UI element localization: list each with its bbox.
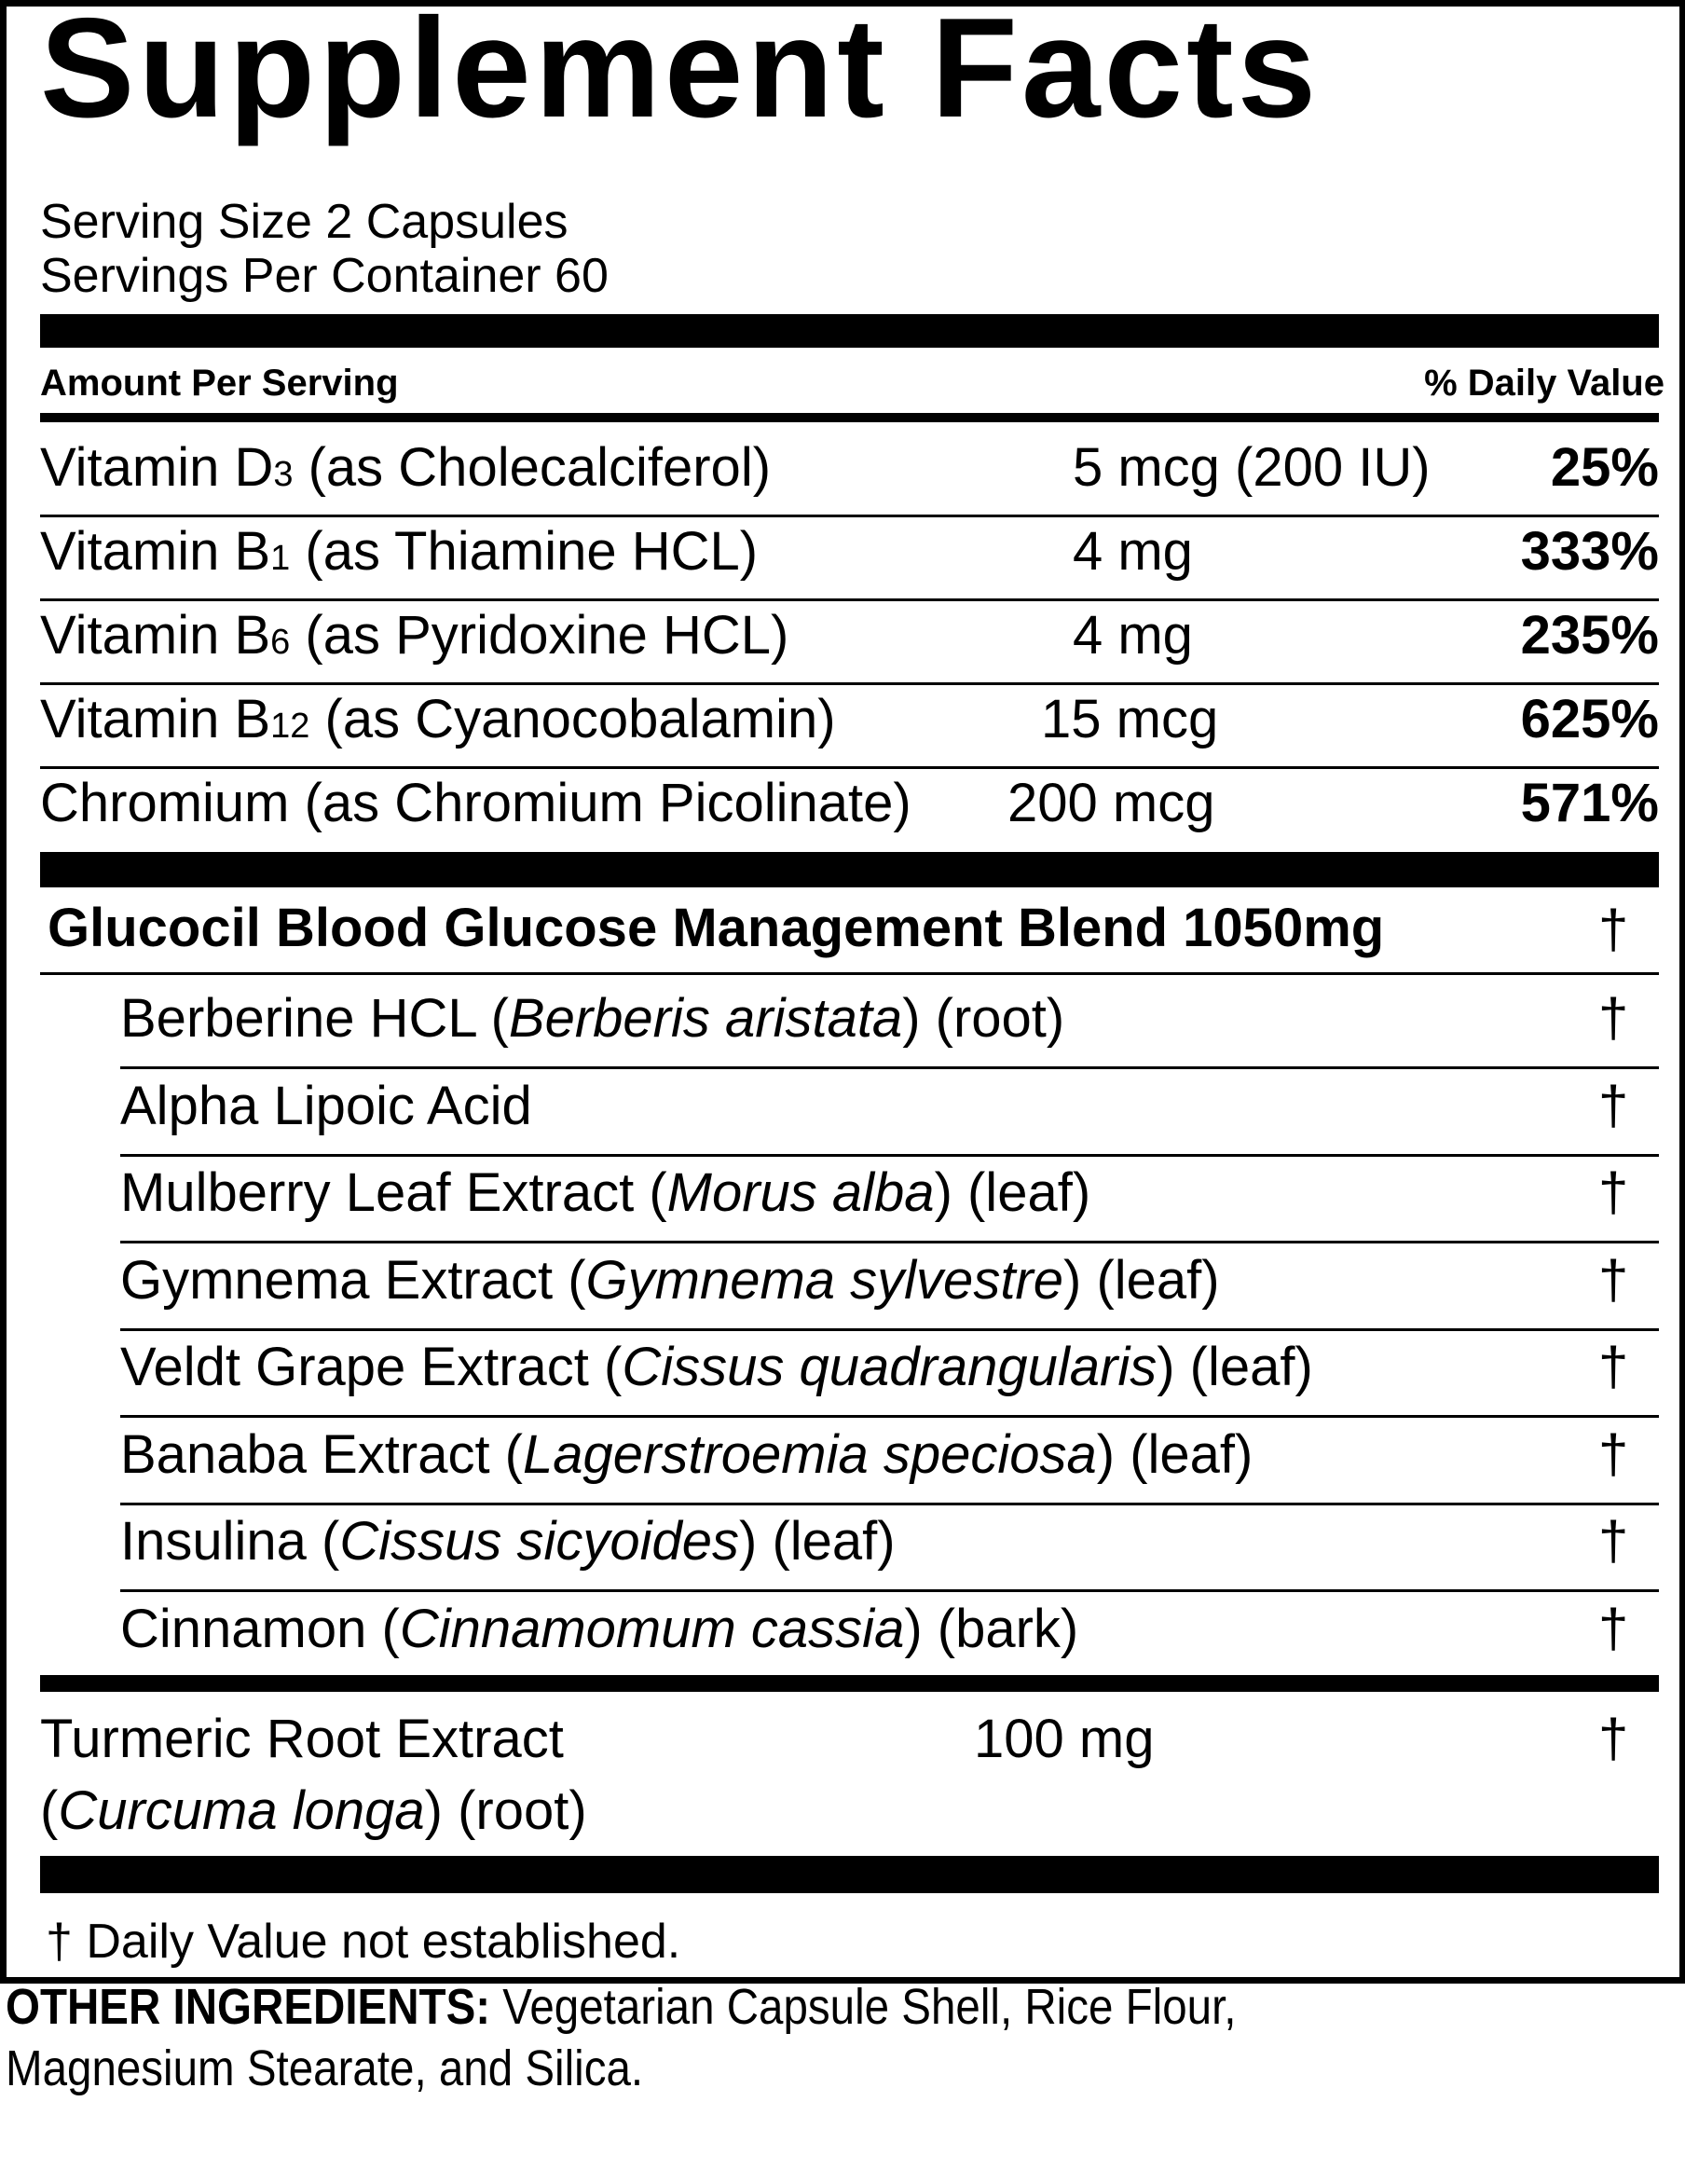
blend-ingredient: Alpha Lipoic Acid [120,1076,532,1136]
vitamin-name: Vitamin D3 (as Cholecalciferol) [40,437,772,498]
vitamin-amount: 15 mcg [1041,689,1219,749]
turmeric-name: Turmeric Root Extract [40,1709,564,1769]
panel-title: Supplement Facts [40,0,1321,147]
blend-ingredient: Cinnamon (Cinnamomum cassia) (bark) [120,1599,1079,1659]
thick-divider [40,1675,1659,1692]
vitamin-daily-value: 333% [1520,521,1659,582]
blend-ingredient: Berberine HCL (Berberis aristata) (root) [120,988,1065,1049]
row-rule [120,1589,1659,1592]
dagger-icon: † [1598,1424,1629,1485]
row-rule [120,1066,1659,1069]
row-rule [120,1328,1659,1331]
row-rule [120,1154,1659,1157]
vitamin-name: Vitamin B12 (as Cyanocobalamin) [40,689,836,749]
vitamin-amount: 4 mg [1073,605,1193,666]
dagger-icon: † [1598,1599,1629,1659]
vitamin-daily-value: 571% [1520,773,1659,833]
footnote: † Daily Value not established. [46,1915,681,1969]
serving-size: Serving Size 2 Capsules [40,195,569,249]
vitamin-daily-value: 625% [1520,689,1659,749]
thick-divider [40,852,1659,887]
blend-name: Glucocil Blood Glucose Management Blend 1050mg [48,898,1385,958]
row-rule [120,1415,1659,1418]
other-ingredients-label: OTHER INGREDIENTS: [6,1979,491,2035]
row-rule [40,766,1659,769]
blend-ingredient: Banaba Extract (Lagerstroemia speciosa) (leaf) [120,1424,1253,1485]
row-rule [120,1503,1659,1505]
other-ingredients-text: Vegetarian Capsule Shell, Rice Flour, Magnesium Stearate, and Silica. [6,1979,1237,2096]
blend-ingredient: Veldt Grape Extract (Cissus quadrangularis) (leaf) [120,1337,1313,1397]
thick-divider [40,314,1659,348]
vitamin-amount: 4 mg [1073,521,1193,582]
servings-per-container: Servings Per Container 60 [40,249,609,303]
turmeric-dagger: † [1598,1709,1629,1769]
vitamin-daily-value: 235% [1520,605,1659,666]
blend-rule [40,972,1659,975]
vitamin-name: Vitamin B1 (as Thiamine HCL) [40,521,759,582]
amount-per-serving-header: Amount Per Serving [40,363,399,404]
daily-value-header: % Daily Value [1424,363,1664,404]
dagger-icon: † [1598,1162,1629,1223]
vitamin-name: Vitamin B6 (as Pyridoxine HCL) [40,605,789,666]
dagger-icon: † [1598,1250,1629,1311]
dagger-icon: † [1598,988,1629,1049]
row-rule [120,1241,1659,1243]
dagger-icon: † [1598,1076,1629,1136]
turmeric-latin-line: (Curcuma longa) (root) [40,1780,587,1841]
dagger-icon: † [1598,1337,1629,1397]
vitamin-daily-value: 25% [1550,437,1659,498]
row-rule [40,598,1659,601]
dagger-icon: † [1598,1511,1629,1572]
blend-dagger: † [1598,900,1629,960]
vitamin-name: Chromium (as Chromium Picolinate) [40,773,911,833]
vitamin-amount: 200 mcg [1007,773,1215,833]
row-rule [40,515,1659,517]
thick-divider [40,1856,1659,1893]
blend-ingredient: Gymnema Extract (Gymnema sylvestre) (leaf) [120,1250,1220,1311]
vitamin-amount: 5 mcg (200 IU) [1073,437,1431,498]
other-ingredients [6,1976,1473,2099]
header-divider [40,413,1659,422]
turmeric-amount: 100 mg [974,1709,1155,1769]
row-rule [40,682,1659,685]
blend-ingredient: Mulberry Leaf Extract (Morus alba) (leaf) [120,1162,1091,1223]
blend-ingredient: Insulina (Cissus sicyoides) (leaf) [120,1511,896,1572]
